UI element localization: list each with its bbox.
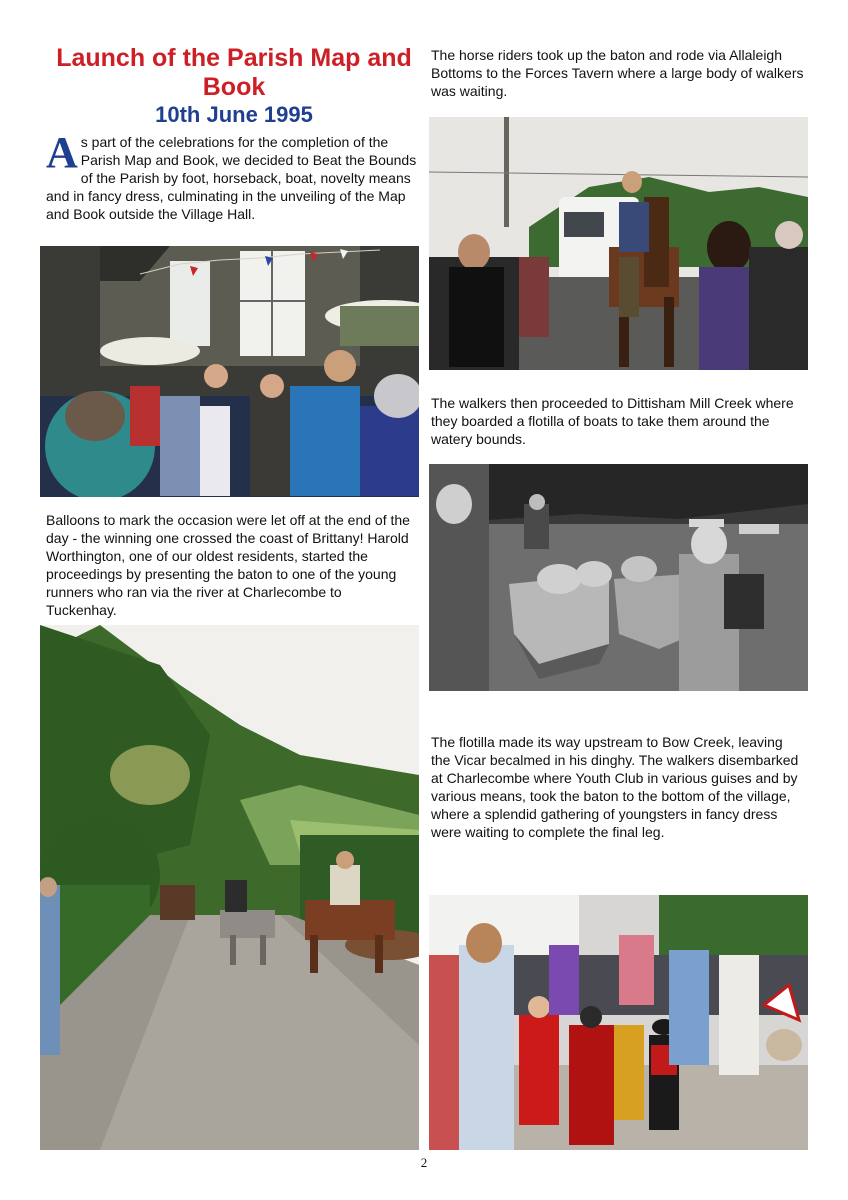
horse-rider-photo bbox=[429, 117, 808, 370]
country-lane-photo bbox=[40, 625, 419, 1150]
fancy-dress-photo bbox=[429, 895, 808, 1150]
drop-cap: A bbox=[46, 128, 78, 177]
boats-photo bbox=[429, 464, 808, 691]
walkers-paragraph: The walkers then proceeded to Dittisham Mill Creek where they boarded a flotilla of boats to take them around the watery bounds. bbox=[431, 395, 794, 447]
horse-riders-paragraph: The horse riders took up the baton and rode via Allaleigh Bottoms to the Forces Tavern where a large body of walkers was waiting. bbox=[431, 47, 804, 99]
flotilla-paragraph: The flotilla made its way upstream to Bow Creek, leaving the Vicar becalmed in his dinghy. The walkers disembarked at Charlecombe where Youth Club in various guises and by various means, took the baton to the bottom of the village, where a splendid gathering of youngsters in fancy dress were waiting to complete the final leg. bbox=[431, 734, 799, 840]
intro-paragraph bbox=[46, 128, 418, 223]
page-number: 2 bbox=[420, 1155, 428, 1170]
article-date: 10th June 1995 bbox=[155, 102, 313, 127]
balloons-paragraph: Balloons to mark the occasion were let off at the end of the day - the winning one crossed the coast of Brittany! Harold Worthington, one of our oldest residents, started the proceedings by presenting the baton to one of the young runners who ran via the river at Charlecombe to Tuckenhay. bbox=[46, 512, 410, 618]
article-title: Launch of the Parish Map and Book bbox=[56, 44, 412, 101]
village-hall-photo bbox=[40, 246, 419, 497]
intro-text: s part of the celebrations for the completion of the Parish Map and Book, we decided to Beat the Bounds of the Parish by foot, horseback, boat, novelty means and in fancy dress, culminating in the unveiling of the Map and Book outside the Village Hall. bbox=[46, 134, 417, 222]
